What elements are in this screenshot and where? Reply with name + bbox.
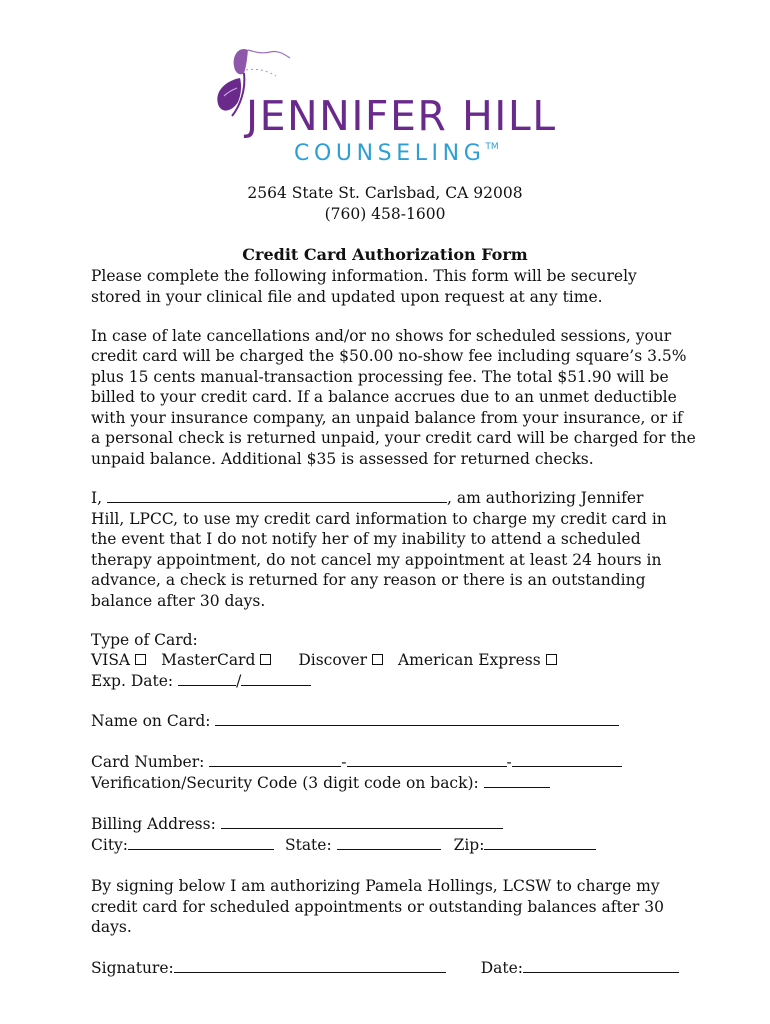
logo-sub-text: COUNSELING: [294, 141, 486, 166]
dash: -: [341, 753, 347, 771]
state-field[interactable]: [337, 835, 441, 850]
logo-name: JENNIFER HILL: [246, 92, 557, 140]
signature-label: Signature:: [91, 959, 174, 977]
auth-line: therapy appointment, do not cancel my appointment at least 24 hours in: [91, 551, 662, 569]
name-on-card-label: Name on Card:: [91, 712, 211, 730]
policy-line: billed to your credit card. If a balance accrues due to an unmet deductible: [91, 388, 677, 406]
billing-address-label: Billing Address:: [91, 815, 216, 833]
city-field[interactable]: [128, 835, 274, 850]
closing-line: By signing below I am authorizing Pamela Hollings, LCSW to charge my: [91, 877, 660, 895]
option-discover-label: Discover: [298, 651, 368, 669]
card-type-label: Type of Card:: [91, 631, 198, 649]
auth-suffix: , am authorizing Jennifer: [447, 489, 644, 507]
card-number-field-3[interactable]: [512, 752, 622, 767]
policy-line: plus 15 cents manual-transaction processing fee. The total $51.90 will be: [91, 368, 669, 386]
name-on-card-row: [91, 711, 619, 732]
policy-line: credit card will be charged the $50.00 no-show fee including square’s 3.5%: [91, 347, 687, 365]
card-number-label: Card Number:: [91, 753, 205, 771]
mastercard-checkbox[interactable]: [260, 654, 271, 665]
policy-line: with your insurance company, an unpaid balance from your insurance, or if: [91, 409, 683, 427]
card-number-field-2[interactable]: [347, 752, 507, 767]
auth-first-line: [91, 488, 643, 509]
security-code-label: Verification/Security Code (3 digit code on back):: [91, 774, 479, 792]
logo: [0, 0, 770, 180]
authorizer-name-field[interactable]: [107, 488, 447, 503]
auth-prefix: I,: [91, 489, 103, 507]
logo-tagline: [294, 143, 499, 165]
date-label: Date:: [480, 959, 523, 977]
auth-line: balance after 30 days.: [91, 592, 266, 610]
policy-line: unpaid balance. Additional $35 is assessed for returned checks.: [91, 450, 594, 468]
city-state-zip-row: [91, 835, 596, 856]
intro-line: stored in your clinical file and updated upon request at any time.: [91, 288, 603, 306]
intro-line: Please complete the following information. This form will be securely: [91, 267, 637, 285]
phone-number: (760) 458-1600: [324, 205, 446, 223]
trademark: TM: [485, 142, 499, 152]
security-code-row: [91, 773, 550, 794]
dash: -: [506, 753, 512, 771]
exp-date-row: [91, 671, 311, 692]
street-address: 2564 State St. Carlsbad, CA 92008: [247, 184, 523, 202]
billing-address-field[interactable]: [221, 814, 503, 829]
amex-checkbox[interactable]: [546, 654, 557, 665]
form-title: Credit Card Authorization Form: [242, 245, 528, 264]
policy-line: a personal check is returned unpaid, your credit card will be charged for the: [91, 429, 696, 447]
security-code-field[interactable]: [484, 773, 550, 788]
policy-line: In case of late cancellations and/or no shows for scheduled sessions, your: [91, 327, 672, 345]
signature-row: [91, 958, 679, 979]
card-type-options: [91, 650, 561, 671]
card-number-row: [91, 752, 622, 773]
billing-address-row: [91, 814, 503, 835]
closing-line: credit card for scheduled appointments or outstanding balances after 30: [91, 898, 664, 916]
auth-line: Hill, LPCC, to use my credit card information to charge my credit card in: [91, 510, 667, 528]
card-number-field-1[interactable]: [209, 752, 341, 767]
state-label: State:: [284, 836, 332, 854]
exp-date-separator: /: [236, 672, 242, 690]
option-mastercard-label: MasterCard: [161, 651, 256, 669]
signature-field[interactable]: [174, 958, 446, 973]
auth-line: the event that I do not notify her of my inability to attend a scheduled: [91, 530, 641, 548]
option-amex-label: American Express: [397, 651, 541, 669]
zip-field[interactable]: [484, 835, 596, 850]
exp-month-field[interactable]: [178, 671, 236, 686]
option-visa-label: VISA: [91, 651, 131, 669]
city-label: City:: [91, 836, 129, 854]
zip-label: Zip:: [453, 836, 485, 854]
date-field[interactable]: [523, 958, 679, 973]
auth-line: advance, a check is returned for any reason or there is an outstanding: [91, 571, 646, 589]
name-on-card-field[interactable]: [215, 711, 619, 726]
exp-year-field[interactable]: [241, 671, 311, 686]
exp-date-label: Exp. Date:: [91, 672, 174, 690]
visa-checkbox[interactable]: [135, 654, 146, 665]
closing-line: days.: [91, 918, 132, 936]
discover-checkbox[interactable]: [372, 654, 383, 665]
